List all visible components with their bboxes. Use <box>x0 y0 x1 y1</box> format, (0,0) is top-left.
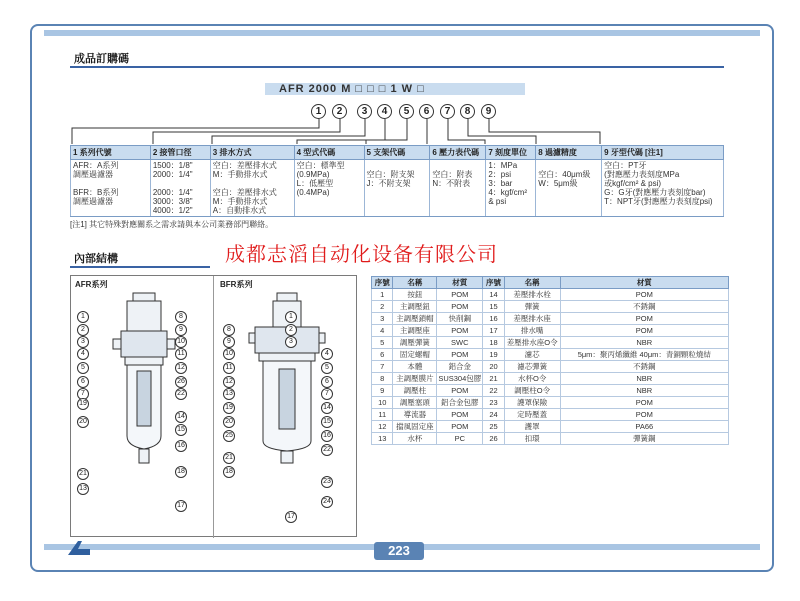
table-row <box>372 349 729 361</box>
afr-callout-14: 14 <box>175 411 187 423</box>
table-cell: 鋁合金 <box>437 361 483 373</box>
table-row <box>372 337 729 349</box>
afr-callout-5: 5 <box>77 362 89 374</box>
table-cell: NBR <box>560 373 728 385</box>
bfr-callout-11: 11 <box>223 362 235 374</box>
brand-logo-icon <box>68 541 90 555</box>
parts-header-4: 序號 <box>483 277 504 289</box>
order-code-table <box>70 145 724 217</box>
table-cell: 8 <box>372 373 393 385</box>
bfr-callout-19: 19 <box>223 402 235 414</box>
bfr-callout-14: 14 <box>321 402 333 414</box>
afr-callout-10: 10 <box>175 336 187 348</box>
structure-diagram <box>70 275 357 537</box>
parts-header-3: 材質 <box>437 277 483 289</box>
code-marker-6: 6 <box>419 104 434 119</box>
table-cell: POM <box>560 397 728 409</box>
bfr-callout-4: 4 <box>321 348 333 360</box>
table-cell: 差壓排水栓 <box>504 289 560 301</box>
table-cell: SWC <box>437 337 483 349</box>
spec-cell-8: 空白：40μm級 W：5μm級 <box>536 160 602 217</box>
afr-callout-11: 11 <box>175 348 187 360</box>
code-marker-2: 2 <box>332 104 347 119</box>
afr-callout-26: 26 <box>175 376 187 388</box>
top-band <box>44 30 760 36</box>
table-cell: POM <box>437 301 483 313</box>
table-cell: 固定螺帽 <box>393 349 437 361</box>
table-cell: 濾芯彈簧 <box>504 361 560 373</box>
afr-callout-3: 3 <box>77 336 89 348</box>
spec-header-1: 1 系列代號 <box>71 146 151 160</box>
code-marker-4: 4 <box>377 104 392 119</box>
table-cell: 調壓柱O令 <box>504 385 560 397</box>
table-row <box>372 289 729 301</box>
code-marker-8: 8 <box>460 104 475 119</box>
table-cell: 4 <box>372 325 393 337</box>
table-cell: 13 <box>372 433 393 445</box>
bfr-series-label: BFR系列 <box>220 280 253 289</box>
bfr-callout-7: 7 <box>321 388 333 400</box>
bfr-callout-16: 16 <box>321 430 333 442</box>
table-row <box>372 301 729 313</box>
spec-cell-2: 1500：1/8" 2000：1/4" 2000：1/4" 3000：3/8" 4000：1/2" <box>150 160 210 217</box>
table-cell: 20 <box>483 361 504 373</box>
table-cell: 護罩 <box>504 421 560 433</box>
code-marker-3: 3 <box>357 104 372 119</box>
table-cell: 19 <box>483 349 504 361</box>
table-cell: POM <box>437 421 483 433</box>
table-cell: 主調壓膜片 <box>393 373 437 385</box>
code-marker-7: 7 <box>440 104 455 119</box>
table-cell: POM <box>560 289 728 301</box>
table-row <box>372 397 729 409</box>
table-cell: PA66 <box>560 421 728 433</box>
afr-callout-16: 16 <box>175 440 187 452</box>
afr-callout-2: 2 <box>77 324 89 336</box>
table-cell: NBR <box>560 337 728 349</box>
table-cell: POM <box>437 385 483 397</box>
table-cell: POM <box>437 289 483 301</box>
afr-series-label: AFR系列 <box>75 280 108 289</box>
order-section-rule <box>70 66 724 68</box>
afr-callout-17: 17 <box>175 500 187 512</box>
table-cell: 6 <box>372 349 393 361</box>
bfr-callout-17: 17 <box>285 511 297 523</box>
order-code-bar: AFR 2000 M □ □ □ 1 W □ <box>265 83 525 95</box>
table-row <box>372 313 729 325</box>
table-cell: 26 <box>483 433 504 445</box>
afr-drawing <box>109 291 181 471</box>
spec-header-3: 3 排水方式 <box>210 146 294 160</box>
bfr-callout-5: 5 <box>321 362 333 374</box>
table-cell: 1 <box>372 289 393 301</box>
afr-callout-22: 22 <box>175 388 187 400</box>
table-cell: 11 <box>372 409 393 421</box>
internal-section-rule <box>70 266 210 268</box>
spec-header-9: 9 牙型代碼 [注1] <box>602 146 724 160</box>
spec-cell-7: 1：MPa 2：psi 3：bar 4：kgf/cm² & psi <box>486 160 536 217</box>
table-cell: 主調壓鎖帽 <box>393 313 437 325</box>
spec-cell-6: 空白：附表 N：不附表 <box>430 160 486 217</box>
code-leader-lines <box>70 110 730 148</box>
parts-header-5: 名稱 <box>504 277 560 289</box>
table-cell: POM <box>437 409 483 421</box>
table-cell: 10 <box>372 397 393 409</box>
table-cell: 12 <box>372 421 393 433</box>
table-cell: 鋁合金包膠 <box>437 397 483 409</box>
table-cell: 快削鋼 <box>437 313 483 325</box>
spec-header-7: 7 刻度單位 <box>486 146 536 160</box>
afr-callout-18: 18 <box>175 466 187 478</box>
table-cell: 不銹鋼 <box>560 361 728 373</box>
table-cell: 定時壓蓋 <box>504 409 560 421</box>
table-row <box>372 385 729 397</box>
table-row <box>372 409 729 421</box>
table-cell: SUS304包膠 <box>438 374 482 383</box>
afr-callout-19: 19 <box>77 398 89 410</box>
code-marker-1: 1 <box>311 104 326 119</box>
table-cell: 7 <box>372 361 393 373</box>
spec-header-4: 4 型式代碼 <box>294 146 364 160</box>
table-cell: POM <box>560 325 728 337</box>
table-cell: 2 <box>372 301 393 313</box>
table-cell: 主調壓鈕 <box>393 301 437 313</box>
afr-callout-8: 8 <box>175 311 187 323</box>
afr-callout-12: 12 <box>175 362 187 374</box>
table-cell: 24 <box>483 409 504 421</box>
bfr-callout-22: 22 <box>321 444 333 456</box>
bfr-callout-3: 3 <box>285 336 297 348</box>
table-cell: 22 <box>483 385 504 397</box>
bfr-callout-10: 10 <box>223 348 235 360</box>
table-cell: 調壓柱 <box>393 385 437 397</box>
bfr-callout-15: 15 <box>321 416 333 428</box>
table-cell: 25 <box>483 421 504 433</box>
table-cell: 15 <box>483 301 504 313</box>
bfr-callout-23: 23 <box>321 476 333 488</box>
table-cell: POM <box>560 409 728 421</box>
parts-header-6: 材質 <box>560 277 728 289</box>
table-cell: 23 <box>483 397 504 409</box>
table-cell: 調壓彈簧 <box>393 337 437 349</box>
table-cell: 排水嘴 <box>504 325 560 337</box>
table-cell: 主調壓座 <box>393 325 437 337</box>
table-cell: 水杯O令 <box>504 373 560 385</box>
table-cell: 9 <box>372 385 393 397</box>
order-note: [注1] 其它特殊對應關系之需求請與本公司業務部門聯絡。 <box>70 220 274 229</box>
bfr-callout-20: 20 <box>223 416 235 428</box>
bfr-callout-21: 21 <box>223 452 235 464</box>
table-cell: 調壓塞頭 <box>393 397 437 409</box>
afr-callout-20: 20 <box>77 416 89 428</box>
table-cell: NBR <box>560 385 728 397</box>
table-cell: 不銹鋼 <box>560 301 728 313</box>
table-cell: 彈簧 <box>504 301 560 313</box>
bfr-callout-1: 1 <box>285 311 297 323</box>
spec-header-6: 6 壓力表代碼 <box>430 146 486 160</box>
table-cell: POM <box>437 349 483 361</box>
order-section-title: 成品訂購碼 <box>74 53 129 65</box>
bfr-callout-8: 8 <box>223 324 235 336</box>
bfr-callout-25: 25 <box>223 430 235 442</box>
parts-table <box>371 276 729 445</box>
afr-callout-13: 13 <box>77 483 89 495</box>
bfr-callout-13: 13 <box>223 388 235 400</box>
parts-header-1: 序號 <box>372 277 393 289</box>
table-cell: 差壓排水座O令 <box>504 337 560 349</box>
table-cell: 濾芯 <box>504 349 560 361</box>
table-cell: 彈簧鋼 <box>560 433 728 445</box>
table-cell: 5 <box>372 337 393 349</box>
table-row <box>372 373 729 385</box>
bfr-callout-9: 9 <box>223 336 235 348</box>
page-number: 223 <box>374 542 424 560</box>
table-cell: 18 <box>483 337 504 349</box>
table-cell: 水杯 <box>393 433 437 445</box>
table-cell: POM <box>437 325 483 337</box>
table-cell: 扣環 <box>504 433 560 445</box>
afr-callout-4: 4 <box>77 348 89 360</box>
table-cell: POM <box>560 313 728 325</box>
spec-cell-1: AFR：A系列 調壓過濾器 BFR：B系列 調壓過濾器 <box>71 160 151 217</box>
company-name: 成都志滔自动化设备有限公司 <box>225 242 498 266</box>
table-cell: 擋風固定座 <box>393 421 437 433</box>
table-cell: 導流器 <box>393 409 437 421</box>
table-row <box>372 433 729 445</box>
diagram-divider <box>213 276 214 538</box>
bfr-callout-6: 6 <box>321 376 333 388</box>
afr-callout-21: 21 <box>77 468 89 480</box>
table-cell: PC <box>437 433 483 445</box>
table-cell: 本體 <box>393 361 437 373</box>
afr-callout-1: 1 <box>77 311 89 323</box>
table-cell: 差壓排水座 <box>504 313 560 325</box>
spec-cell-9: 空白：PT牙 (對應壓力表刻度MPa 或kgf/cm² & psi) G：G牙(對應壓力表刻度bar) T：NPT牙(對應壓力表刻度psi) <box>602 160 724 217</box>
afr-callout-15: 15 <box>175 424 187 436</box>
afr-callout-7: 7 <box>77 388 89 400</box>
spec-cell-4: 空白：標準型 (0.9MPa) L：低壓型 (0.4MPa) <box>294 160 364 217</box>
bfr-callout-12: 12 <box>223 376 235 388</box>
parts-header-2: 名稱 <box>393 277 437 289</box>
bfr-callout-24: 24 <box>321 496 333 508</box>
table-cell: 21 <box>483 373 504 385</box>
spec-cell-3: 空白：差壓排水式 M：手動排水式 空白：差壓排水式 M：手動排水式 A：自動排水式 <box>210 160 294 217</box>
table-cell: 14 <box>483 289 504 301</box>
table-cell: 17 <box>483 325 504 337</box>
afr-callout-9: 9 <box>175 324 187 336</box>
table-row <box>372 421 729 433</box>
table-row <box>372 325 729 337</box>
table-row <box>372 361 729 373</box>
bfr-callout-18: 18 <box>223 466 235 478</box>
spec-header-2: 2 接管口徑 <box>150 146 210 160</box>
code-marker-9: 9 <box>481 104 496 119</box>
table-cell: 16 <box>483 313 504 325</box>
table-cell: 護罩保險 <box>504 397 560 409</box>
bfr-callout-2: 2 <box>285 324 297 336</box>
spec-header-8: 8 過濾精度 <box>536 146 602 160</box>
table-cell: 5μm：聚丙烯纖維 40μm：青銅顆粒燒結 <box>560 349 728 361</box>
table-cell: 按鈕 <box>393 289 437 301</box>
code-marker-5: 5 <box>399 104 414 119</box>
internal-section-title: 內部結構 <box>74 253 118 265</box>
spec-header-5: 5 支架代碼 <box>364 146 430 160</box>
afr-callout-6: 6 <box>77 376 89 388</box>
table-cell: 3 <box>372 313 393 325</box>
spec-cell-5: 空白：附支架 J：不附支架 <box>364 160 430 217</box>
